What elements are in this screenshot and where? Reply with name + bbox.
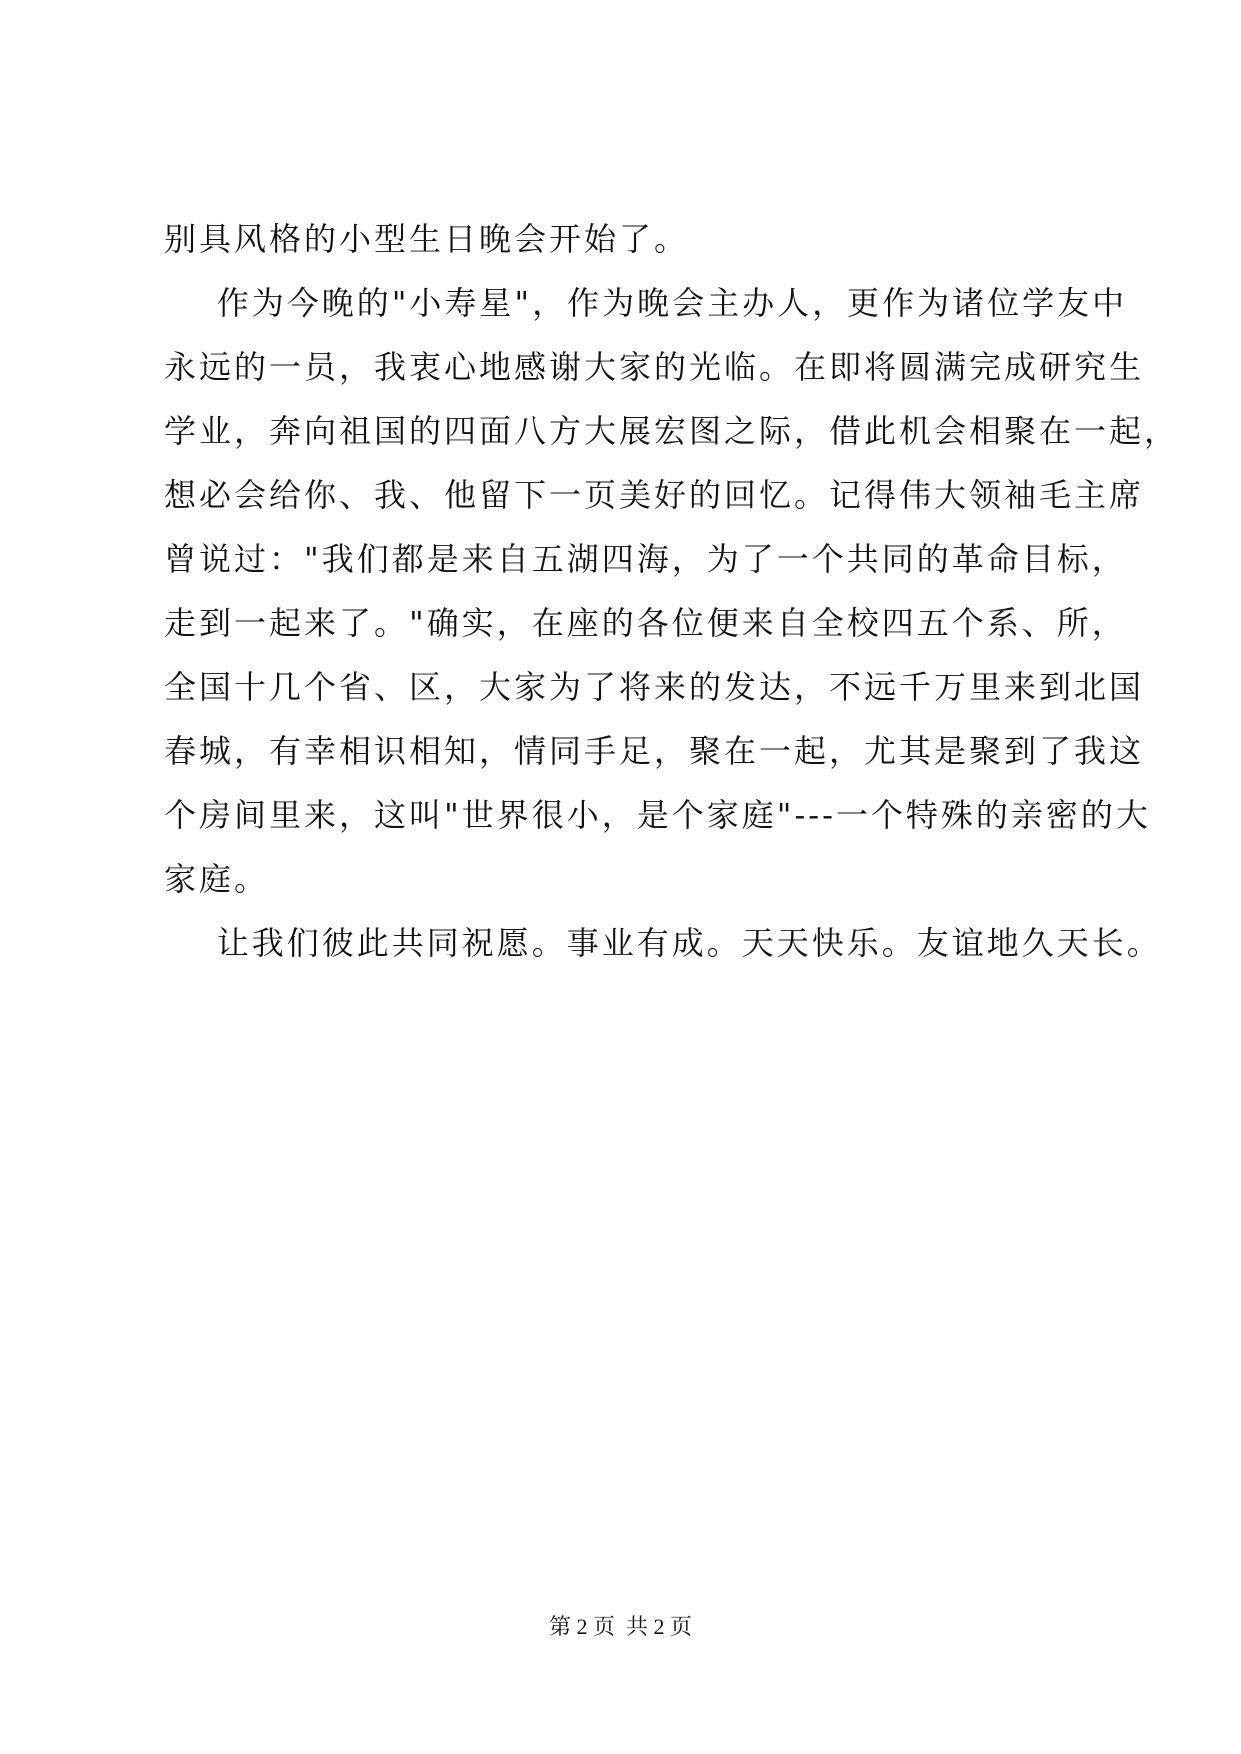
text-line: 家庭。 bbox=[164, 860, 270, 898]
text-line: 曾说过："我们都是来自五湖四海，为了一个共同的革命目标， bbox=[164, 540, 1127, 578]
page-number-footer: 第 2 页 共 2 页 bbox=[548, 1614, 692, 1639]
text-line: 别具风格的小型生日晚会开始了。 bbox=[164, 220, 690, 258]
text-line: 春城，有幸相识相知，情同手足，聚在一起，尤其是聚到了我这 bbox=[164, 732, 1145, 770]
text-line: 让我们彼此共同祝愿。事业有成。天天快乐。友谊地久天长。 bbox=[164, 924, 1162, 962]
text-line: 永远的一员，我衷心地感谢大家的光临。在即将圆满完成研究生 bbox=[164, 348, 1145, 386]
text-line: 作为今晚的"小寿星"，作为晚会主办人，更作为诸位学友中 bbox=[164, 284, 1128, 322]
text-line: 想必会给你、我、他留下一页美好的回忆。记得伟大领袖毛主席 bbox=[164, 476, 1145, 514]
text-line: 个房间里来，这叫"世界很小，是个家庭"---一个特殊的亲密的大 bbox=[164, 796, 1151, 834]
text-line: 学业，奔向祖国的四面八方大展宏图之际，借此机会相聚在一起， bbox=[164, 412, 1180, 450]
text-line: 走到一起来了。"确实，在座的各位便来自全校四五个系、所， bbox=[164, 604, 1127, 642]
text-line: 全国十几个省、区，大家为了将来的发达，不远千万里来到北国 bbox=[164, 668, 1145, 706]
body-text bbox=[164, 207, 1180, 975]
